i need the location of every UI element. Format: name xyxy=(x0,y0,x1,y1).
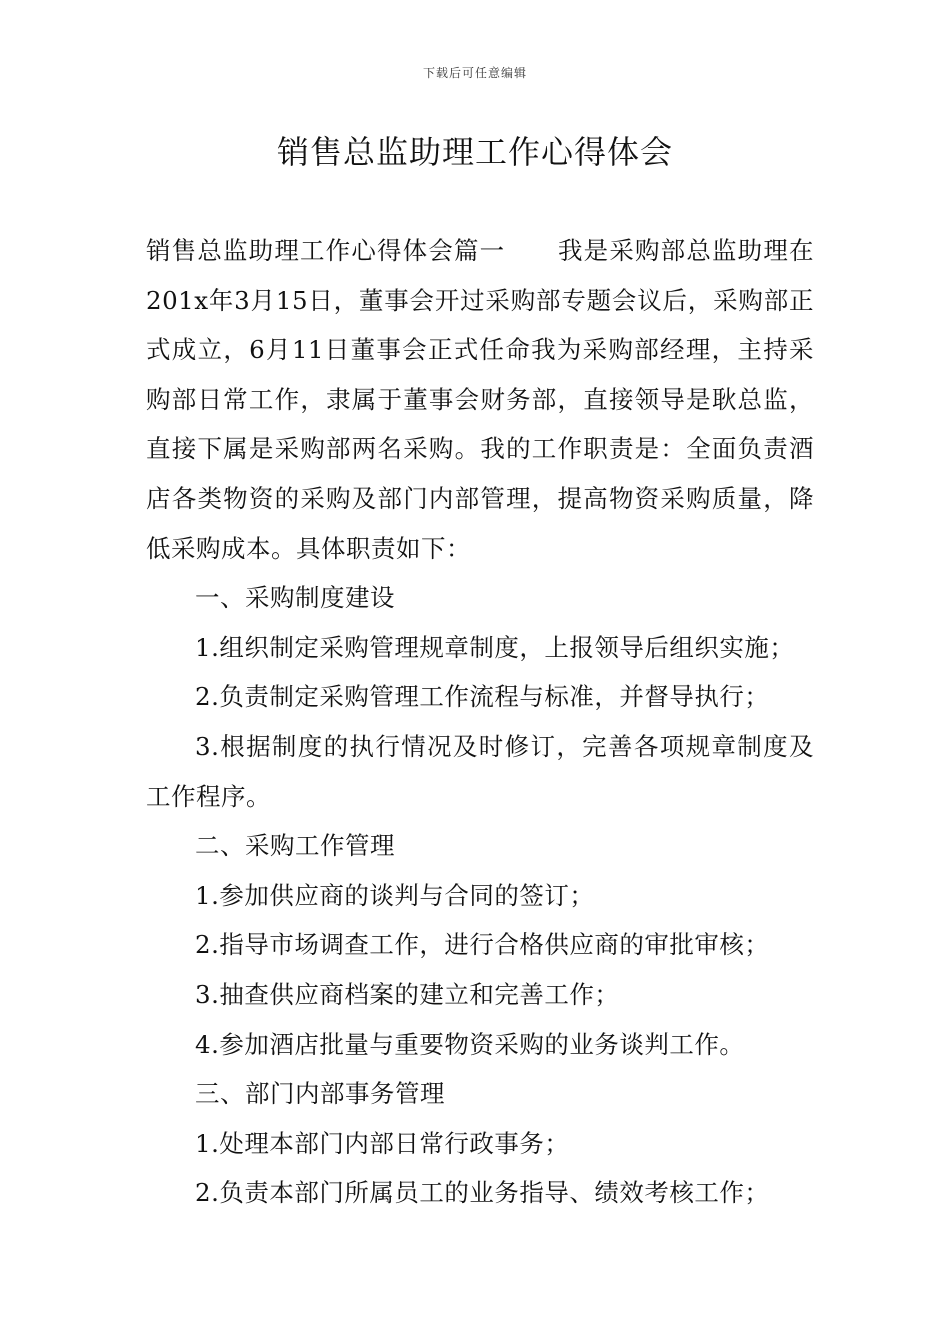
document-title: 销售总监助理工作心得体会 xyxy=(276,133,673,171)
section-2-item-1: 1.参加供应商的谈判与合同的签订； xyxy=(195,880,595,910)
document-body xyxy=(146,226,814,1218)
intro-paragraph xyxy=(146,226,814,573)
section-1-item-3: 3.根据制度的执行情况及时修订，完善各项规章制度及工作程序。 xyxy=(146,731,814,811)
section-2-item-4: 4.参加酒店批量与重要物资采购的业务谈判工作。 xyxy=(195,1029,745,1059)
section-heading-3: 三、部门内部事务管理 xyxy=(195,1079,445,1109)
section-1-item-2: 2.负责制定采购管理工作流程与标准，并督导执行； xyxy=(195,682,770,712)
intro-lead: 销售总监助理工作心得体会篇一 xyxy=(146,236,506,265)
section-heading-1: 一、采购制度建设 xyxy=(195,583,395,613)
section-2-item-2: 2.指导市场调查工作，进行合格供应商的审批审核； xyxy=(195,930,770,960)
section-3-item-1: 1.处理本部门内部日常行政事务； xyxy=(195,1128,570,1158)
section-1-item-1: 1.组织制定采购管理规章制度，上报领导后组织实施； xyxy=(195,632,795,662)
section-heading-2: 二、采购工作管理 xyxy=(195,831,395,861)
intro-text: 我是采购部总监助理在201x年3月15日，董事会开过采购部专题会议后，采购部正式成立，6月11日董事会正式任命我为采购部经理，主持采购部日常工作，隶属于董事会财务部，直接领导是耿总监，直接下属是采购部两名采购。我的工作职责是：全面负责酒店各类物资的采购及部门内部管理，提高物资采购质量，降低采购成本。具体职责如下： xyxy=(146,236,815,563)
header-note: 下载后可任意编辑 xyxy=(422,66,527,80)
section-2-item-3: 3.抽查供应商档案的建立和完善工作； xyxy=(195,979,620,1009)
section-3-item-2: 2.负责本部门所属员工的业务指导、绩效考核工作； xyxy=(195,1178,770,1208)
